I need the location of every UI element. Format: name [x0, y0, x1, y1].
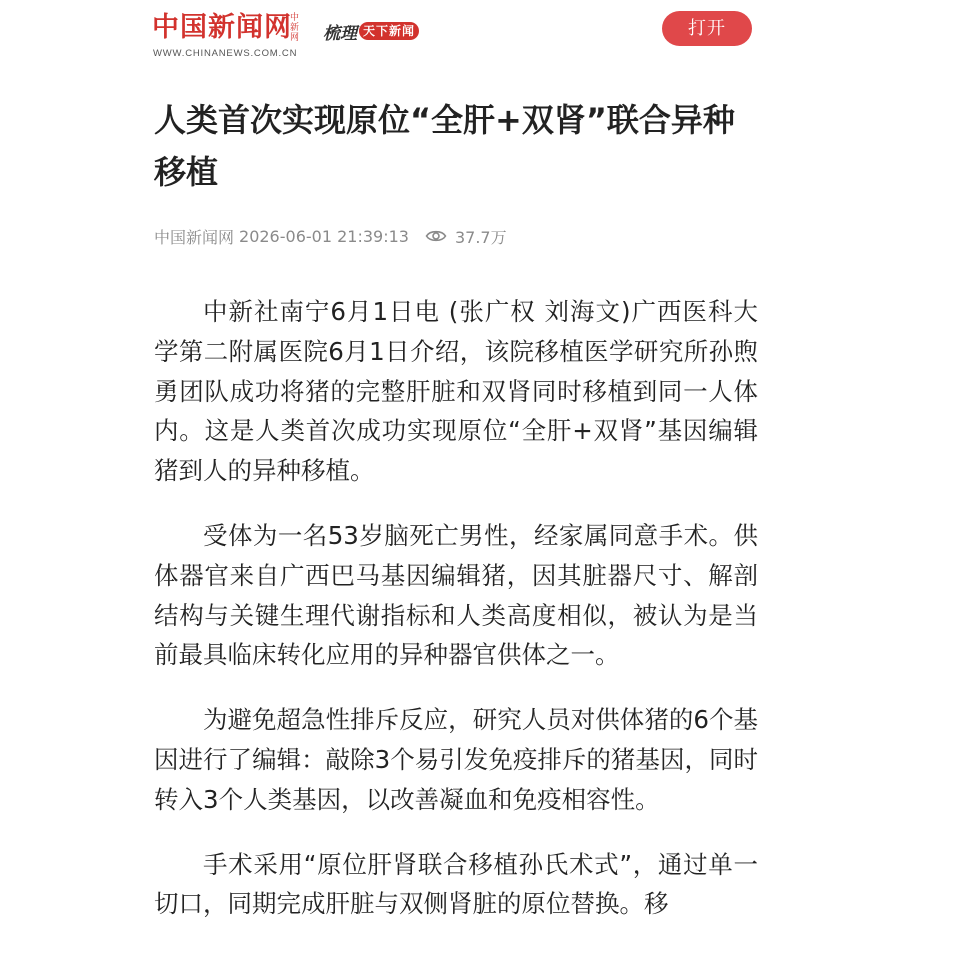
- slogan: [323, 17, 419, 45]
- eye-icon: [425, 228, 447, 244]
- logo-sub-text: 中新网: [290, 13, 300, 43]
- top-bar: [0, 0, 968, 70]
- open-app-button[interactable]: 打开: [662, 11, 752, 46]
- article: [154, 94, 758, 949]
- article-body: [154, 292, 758, 924]
- chinanews-logo[interactable]: [152, 12, 312, 62]
- logo-text: 中国新闻网: [152, 12, 292, 43]
- paragraph: 为避免超急性排斥反应，研究人员对供体猪的6个基因进行了编辑：敲除3个易引发免疫排斥的猪基因，同时转入3个人类基因，以改善凝血和免疫相容性。: [154, 705, 758, 814]
- article-source: 中国新闻网: [154, 227, 235, 247]
- view-count: 37.7万: [454, 227, 507, 247]
- paragraph: 受体为一名53岁脑死亡男性，经家属同意手术。供体器官来自广西巴马基因编辑猪，因其脏器尺寸、解剖结构与关键生理代谢指标和人类高度相似，被认为是当前最具临床转化应用的异种器官供体之一。: [154, 520, 758, 670]
- paragraph: 中新社南宁6月1日电 (张广权 刘海文)广西医科大学第二附属医院6月1日介绍，该院移植医学研究所孙煦勇团队成功将猪的完整肝脏和双肾同时移植到同一人体内。这是人类首次成功实现原位“全肝+双肾”基因编辑猪到人的异种移植。: [154, 297, 758, 486]
- logo-url: WWW.CHINANEWS.COM.CN: [153, 48, 298, 59]
- article-title: 人类首次实现原位“全肝+双肾”联合异种移植: [154, 101, 735, 191]
- article-meta: [154, 224, 758, 248]
- slogan-seal: 天下新闻: [359, 22, 419, 40]
- slogan-lead: 梳理: [323, 23, 357, 44]
- article-datetime: 2026-06-01 21:39:13: [239, 226, 409, 246]
- paragraph: 手术采用“原位肝肾联合移植孙氏术式”，通过单一切口，同期完成肝脏与双侧肾脏的原位替换。移: [154, 849, 758, 919]
